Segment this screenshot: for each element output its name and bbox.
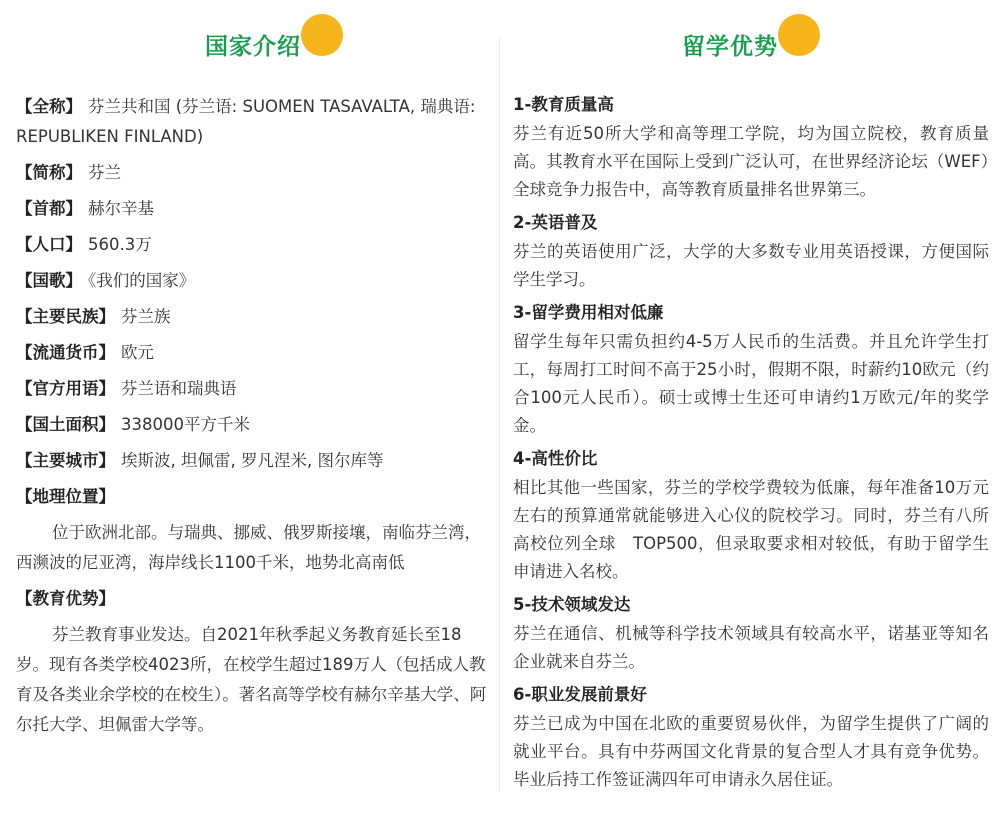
advantage-title: 3-留学费用相对低廉 — [513, 303, 664, 322]
study-advantages-title: 留学优势 — [682, 34, 778, 60]
fact-population: 【人口】 560.3万 — [16, 235, 152, 254]
edu-title-row — [16, 584, 490, 614]
fact-language: 【官方用语】 芬兰语和瑞典语 — [16, 379, 237, 398]
country-intro-heading — [205, 14, 301, 62]
advantage-section — [513, 208, 989, 294]
advantage-body: 芬兰有近50所大学和高等理工学院，均为国立院校，教育质量高。其教育水平在国际上受到广泛认可，在世界经济论坛（WEF）全球竞争力报告中，高等教育质量排名世界第三。 — [513, 124, 989, 199]
advantage-title: 4-高性价比 — [513, 449, 598, 468]
advantage-title: 2-英语普及 — [513, 213, 598, 232]
advantages-list — [513, 90, 989, 798]
fact-capital: 【首都】 赫尔辛基 — [16, 199, 154, 218]
advantage-body: 芬兰的英语使用广泛，大学的大多数专业用英语授课，方便国际学生学习。 — [513, 242, 989, 289]
fact-cities: 【主要城市】 埃斯波, 坦佩雷, 罗凡涅米, 图尔库等 — [16, 451, 384, 470]
edu-title: 【教育优势】 — [16, 589, 115, 608]
advantage-section — [513, 90, 989, 204]
advantage-section — [513, 590, 989, 676]
advantage-title: 1-教育质量高 — [513, 95, 614, 114]
geo-title: 【地理位置】 — [16, 487, 115, 506]
country-facts — [16, 92, 490, 746]
heading-decoration-circle — [778, 14, 820, 56]
study-advantages-heading — [682, 14, 778, 62]
edu-text: 芬兰教育事业发达。自2021年秋季起义务教育延长至18岁。现有各类学校4023所，在校学生超过189万人（包括成人教育及各类业余学校的在校生）。著名高等学校有赫尔辛基大学、阿尔托大学、坦佩雷大学等。 — [16, 625, 487, 734]
fact-full-name: 【全称】 芬兰共和国 (芬兰语: SUOMEN TASAVALTA, 瑞典语: REPUBLIKEN FINLAND) — [16, 97, 476, 146]
fact-short-name: 【简称】 芬兰 — [16, 163, 121, 182]
advantage-title: 6-职业发展前景好 — [513, 685, 647, 704]
geo-title-row — [16, 482, 490, 512]
advantage-body: 芬兰在通信、机械等科学技术领域具有较高水平，诺基亚等知名企业就来自芬兰。 — [513, 624, 989, 671]
advantage-section — [513, 444, 989, 586]
advantage-body: 芬兰已成为中国在北欧的重要贸易伙伴，为留学生提供了广阔的就业平台。具有中芬两国文化背景的复合型人才具有竞争优势。毕业后持工作签证满四年可申请永久居住证。 — [513, 714, 989, 789]
advantage-section — [513, 298, 989, 440]
heading-decoration-circle — [301, 14, 343, 56]
country-intro-column — [0, 0, 498, 834]
advantage-title: 5-技术领域发达 — [513, 595, 631, 614]
advantage-body: 相比其他一些国家，芬兰的学校学费较为低廉，每年准备10万元左右的预算通常就能够进入心仪的院校学习。同时，芬兰有八所高校位列全球 TOP500，但录取要求相对较低，有助于留学生申请进入名校。 — [513, 478, 989, 581]
fact-ethnicity: 【主要民族】 芬兰族 — [16, 307, 171, 326]
fact-area: 【国土面积】 338000平方千米 — [16, 415, 250, 434]
geo-text: 位于欧洲北部。与瑞典、挪威、俄罗斯接壤，南临芬兰湾，西濒波的尼亚湾，海岸线长1100千米，地势北高南低 — [16, 523, 481, 572]
advantage-body: 留学生每年只需负担约4-5万人民币的生活费。并且允许学生打工，每周打工时间不高于25小时，假期不限，时薪约10欧元（约合100元人民币）。硕士或博士生还可申请约1万欧元/年的奖学金。 — [513, 332, 989, 435]
fact-anthem: 【国歌】 《我们的国家》 — [16, 271, 196, 290]
advantage-section — [513, 680, 989, 794]
fact-currency: 【流通货币】 欧元 — [16, 343, 154, 362]
country-intro-title: 国家介绍 — [205, 34, 301, 60]
